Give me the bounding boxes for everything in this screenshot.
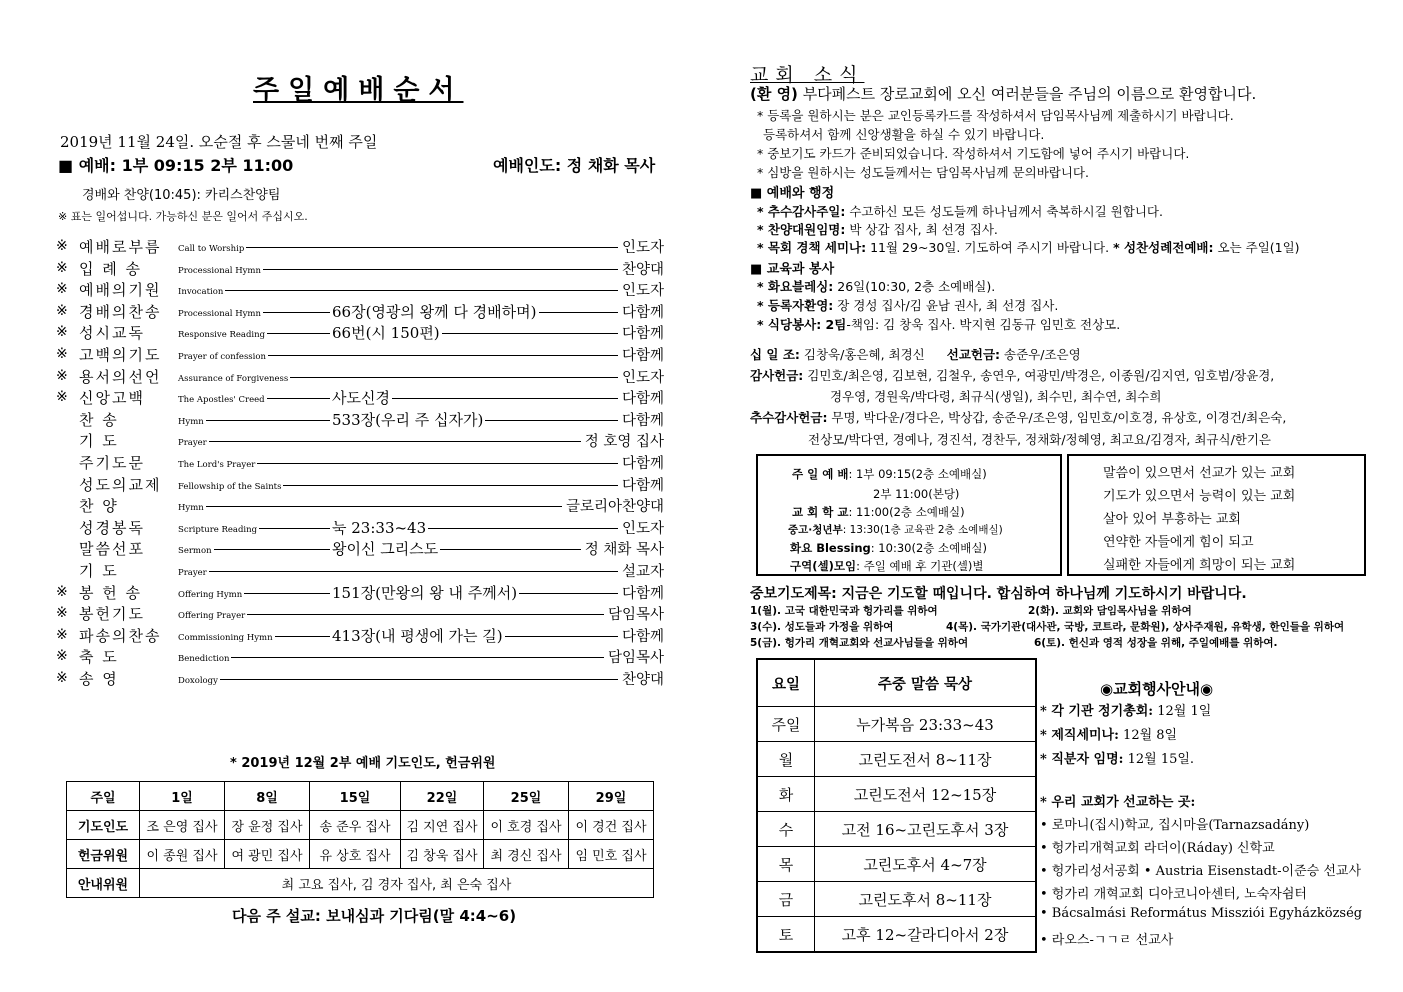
church-motto-box	[1067, 454, 1366, 576]
table-row	[757, 847, 1036, 882]
order-item-name: 송 영	[79, 670, 119, 688]
table-cell: 송 준우 집사	[310, 811, 401, 840]
motto-line: 살아 있어 부흥하는 교회	[1103, 512, 1241, 527]
weekday-cell: 목	[757, 847, 815, 882]
order-item-name: 예배로부름	[79, 238, 162, 256]
order-row	[56, 646, 664, 668]
order-item-name: 찬 송	[79, 410, 119, 429]
table-header: 주일	[67, 782, 140, 811]
schedule-text: : 11:00(2층 소예배실)	[848, 505, 965, 519]
event-item	[1040, 724, 1177, 743]
order-mark: ※	[56, 367, 68, 384]
order-item-name: 예배의기원	[79, 281, 162, 300]
table-header: 29일	[569, 782, 654, 811]
table-cell: 헌금위원	[67, 840, 140, 869]
order-mark: ※	[56, 648, 68, 665]
table-header: 8일	[225, 782, 310, 811]
mission-item: • Bácsalmási Református Missziói Egyházközség	[1040, 906, 1363, 921]
order-item-detail: 왕이신 그리스도	[332, 540, 439, 559]
order-row	[56, 452, 664, 474]
event-item	[1040, 700, 1211, 719]
prayer-point: 4(목). 국가기관(대사관, 국방, 코트라, 문화원), 상사주재원, 유학생, 한인들을 위하여	[946, 621, 1345, 633]
order-item-english: The Apostles' Creed	[178, 395, 265, 406]
list-item	[757, 277, 995, 295]
leader-dots-line	[247, 614, 604, 615]
leader-dots-line	[267, 333, 618, 334]
table-header: 22일	[401, 782, 484, 811]
item-text: 오는 주일(1일)	[1213, 240, 1300, 255]
order-item-person: 다함께	[620, 474, 664, 495]
table-row	[67, 840, 654, 869]
table-row	[757, 812, 1036, 847]
event-label: * 직분자 임명:	[1040, 752, 1124, 767]
mission-item: • 헝가리성서공회 • Austria Eisenstadt-이준승 선교사	[1040, 864, 1361, 879]
scripture-cell: 고린도전서 12~15장	[815, 777, 1037, 812]
leader-dots-line	[257, 463, 618, 464]
church-news-title: 교회 소식	[750, 64, 865, 86]
order-item-english: Doxology	[178, 676, 218, 686]
table-cell: 이 종원 집사	[140, 840, 225, 869]
table-cell: 최 경신 집사	[484, 840, 569, 869]
service-date: 2019년 11월 24일. 오순절 후 스물네 번째 주일	[60, 133, 378, 151]
order-item-person: 글로리아찬양대	[564, 495, 664, 516]
order-row	[56, 582, 664, 604]
order-item-english: Prayer	[178, 438, 207, 449]
schedule-line	[792, 466, 987, 482]
order-item-name: 경배의찬송	[79, 302, 162, 321]
item-label: * 추수감사주일:	[757, 204, 846, 219]
order-item-person: 인도자	[620, 279, 664, 300]
welcome-item: * 중보기도 카드가 준비되었습니다. 작성하셔서 기도함에 넣어 주시기 바랍니다.	[757, 146, 1190, 161]
harvest-offering-label: 추수감사헌금:	[750, 410, 828, 425]
order-row	[56, 495, 664, 517]
bulletin-title: 주일예배순서	[253, 75, 464, 106]
order-item-name: 파송의찬송	[79, 626, 162, 645]
list-item	[757, 238, 1300, 256]
schedule-text: 2부 11:00(본당)	[873, 487, 960, 501]
order-item-english: Offering Hymn	[178, 589, 243, 600]
order-item-name: 봉헌기도	[79, 605, 145, 624]
order-item-english: Invocation	[178, 287, 224, 298]
event-label: * 각 기관 정기총회:	[1040, 704, 1154, 719]
order-item-person: 다함께	[620, 344, 664, 365]
welcome-label: (환 영)	[750, 85, 798, 103]
order-item-detail: 66번(시 150편)	[332, 324, 440, 343]
order-item-english: Processional Hymn	[178, 308, 261, 319]
order-item-person: 다함께	[620, 582, 664, 603]
table-cell: 최 고요 집사, 김 경자 집사, 최 은숙 집사	[140, 869, 654, 898]
thanks-offering-label: 감사헌금:	[750, 368, 804, 383]
list-item	[757, 202, 1163, 220]
schedule-line	[792, 504, 965, 520]
order-item-english: Sermon	[178, 546, 212, 557]
schedule-label: 중고·청년부	[788, 524, 843, 536]
order-mark: ※	[56, 238, 68, 254]
weekday-cell: 토	[757, 917, 815, 953]
order-mark: ※	[56, 389, 68, 406]
mission-offering-text: 송준우/조은영	[1000, 347, 1081, 362]
order-row	[56, 236, 664, 258]
thanks-offering-line	[750, 366, 1274, 384]
prayer-topic-title: 중보기도제목: 지금은 기도할 때입니다. 합심하여 하나님께 기도하시기 바랍니다.	[750, 586, 1247, 602]
item-label: * 등록자환영:	[757, 298, 834, 313]
weekday-cell: 수	[757, 812, 815, 847]
order-item-detail: 사도신경	[332, 389, 390, 408]
order-row	[56, 603, 664, 625]
order-item-name: 찬 양	[79, 497, 119, 516]
order-item-english: Scripture Reading	[178, 524, 258, 535]
order-item-name: 기 도	[79, 432, 119, 451]
order-row	[56, 560, 664, 582]
order-item-detail: 151장(만왕의 왕 내 주께서)	[332, 583, 518, 602]
order-item-english: Hymn	[178, 503, 204, 514]
mission-item: • 라오스-ㄱㄱㄹ 선교사	[1040, 933, 1174, 948]
table-row	[757, 917, 1036, 953]
harvest-offering-line-2: 전상모/박다연, 경예나, 경진석, 경찬두, 정채화/정혜영, 최고요/김경자, 최규식/한기은	[808, 432, 1272, 447]
item-text: 11월 29~30일. 기도하여 주시기 바랍니다.	[866, 240, 1114, 255]
table-header: 25일	[484, 782, 569, 811]
order-item-detail: 413장(내 평생에 가는 길)	[332, 626, 503, 645]
table-row	[67, 869, 654, 898]
order-mark: ※	[56, 605, 68, 622]
event-label: * 제직세미나:	[1040, 728, 1119, 743]
order-item-detail: 눅 23:33~43	[332, 518, 427, 537]
motto-line: 기도가 있으면서 능력이 있는 교회	[1103, 489, 1296, 504]
item-label: * 성찬성례전예배:	[1113, 240, 1214, 255]
order-item-person: 다함께	[620, 301, 664, 322]
order-row	[56, 258, 664, 280]
schedule-label: 교 회 학 교	[792, 505, 849, 519]
leader-dots-line	[209, 571, 618, 572]
order-item-english: Prayer	[178, 568, 207, 578]
order-item-english: Prayer of confession	[178, 352, 266, 362]
welcome-item: * 등록을 원하시는 분은 교인등록카드를 작성하셔서 담임목사님께 제출하시기 바랍니다.	[757, 108, 1234, 123]
scripture-cell: 고후 12~갈라디아서 2장	[815, 917, 1037, 953]
order-mark: ※	[56, 346, 68, 362]
prayer-schedule-title: * 2019년 12월 2부 예배 기도인도, 헌금위원	[230, 756, 496, 771]
order-item-detail: 66장(영광의 왕께 다 경배하며)	[332, 302, 537, 321]
motto-line: 연약한 자들에게 힘이 되고	[1103, 535, 1254, 550]
order-item-person: 담임목사	[606, 603, 664, 624]
prayer-schedule-table	[66, 781, 654, 898]
order-item-person: 인도자	[620, 236, 664, 257]
leader-dots-line	[220, 679, 618, 680]
order-mark: ※	[56, 583, 68, 600]
order-item-person: 정 호영 집사	[583, 430, 664, 451]
leader-dots-line	[259, 528, 618, 529]
prayer-point: 3(수). 성도들과 가정을 위하여	[750, 621, 894, 633]
mission-offering-label: 선교헌금:	[946, 347, 1001, 362]
leader-dots-line	[246, 247, 618, 248]
order-item-name: 축 도	[79, 648, 119, 667]
schedule-line	[790, 540, 987, 556]
order-item-english: Assurance of Forgiveness	[178, 373, 289, 384]
order-item-person: 다함께	[620, 409, 664, 430]
mission-item: • 헝가리 개혁교회 디아코니아센터, 노숙자쉼터	[1040, 887, 1307, 902]
table-row	[757, 882, 1036, 917]
leader-dots-line	[206, 506, 562, 507]
table-row	[757, 742, 1036, 777]
order-row	[56, 322, 664, 344]
order-item-person: 정 채화 목사	[583, 538, 664, 559]
prayer-point: 2(화). 교회와 담임목사님을 위하여	[1028, 605, 1192, 617]
list-item	[757, 296, 1058, 314]
item-label: * 목회 경책 세미나:	[757, 240, 867, 255]
order-item-english: Processional Hymn	[178, 265, 261, 276]
item-label: * 화요블레싱:	[757, 279, 834, 294]
weekday-cell: 화	[757, 777, 815, 812]
mission-fields-title: * 우리 교회가 선교하는 곳:	[1040, 795, 1196, 810]
order-item-english: Hymn	[178, 416, 204, 427]
item-text: 26일(10:30, 2층 소예배실).	[833, 279, 996, 294]
welcome-text: 부다페스트 장로교회에 오신 여러분들을 주님의 이름으로 환영합니다.	[797, 85, 1257, 103]
list-item	[757, 315, 1120, 333]
scripture-cell: 누가복음 23:33~43	[815, 707, 1037, 742]
table-header-row	[757, 659, 1036, 707]
order-item-english: Offering Prayer	[178, 611, 246, 622]
order-row	[56, 409, 664, 431]
order-row	[56, 387, 664, 409]
thanks-offering-line-2: 경우영, 경원욱/박다령, 최규식(생일), 최수민, 최수연, 최수희	[830, 389, 1162, 404]
scripture-cell: 고전 16~고린도후서 3장	[815, 812, 1037, 847]
tithe-label: 십 일 조:	[750, 347, 800, 362]
schedule-text: : 10:30(2층 소예배실)	[870, 541, 987, 555]
offering-tithe-line	[750, 345, 1081, 363]
schedule-label: 구역(셀)모임	[790, 559, 857, 573]
scripture-cell: 고린도전서 8~11장	[815, 742, 1037, 777]
order-item-person: 다함께	[620, 387, 664, 408]
table-header: 1일	[140, 782, 225, 811]
schedule-text: : 1부 09:15(2층 소예배실)	[848, 467, 987, 481]
order-item-person: 인도자	[620, 517, 664, 538]
order-row	[56, 366, 664, 388]
leader-dots-line	[209, 441, 581, 442]
table-cell: 김 창욱 집사	[401, 840, 484, 869]
order-item-name: 신앙고백	[79, 389, 145, 408]
table-header: 15일	[310, 782, 401, 811]
item-text: 박 상갑 집사, 최 선경 집사.	[845, 222, 998, 237]
section-worship-admin: ■ 예배와 행정	[750, 186, 835, 201]
meditation-rows	[757, 707, 1036, 953]
schedule-line	[790, 558, 984, 574]
order-item-person: 찬양대	[620, 258, 664, 279]
welcome-item: 등록하셔서 함께 신앙생활을 하실 수 있기 바랍니다.	[763, 127, 1045, 142]
event-text: 12월 8일	[1118, 728, 1178, 743]
order-item-detail: 533장(우리 주 십자가)	[332, 410, 484, 429]
leader-dots-line	[231, 657, 604, 658]
table-cell: 이 경건 집사	[569, 811, 654, 840]
standing-note: ※ 표는 일어섭니다. 가능하신 분은 일어서 주십시오.	[58, 210, 308, 223]
order-item-name: 기 도	[79, 562, 119, 580]
table-cell: 이 호경 집사	[484, 811, 569, 840]
church-events-title: ◉교회행사안내◉	[1100, 680, 1214, 698]
order-item-name: 봉 헌 송	[79, 583, 143, 602]
order-item-english: Responsive Reading	[178, 330, 266, 341]
leader-dots-line	[267, 398, 618, 399]
order-item-person: 찬양대	[620, 668, 664, 689]
order-item-person: 다함께	[620, 625, 664, 646]
event-text: 12월 15일.	[1123, 752, 1195, 767]
mission-item: • 로마니(집시)학교, 집시마을(Tarnazsadány)	[1040, 818, 1310, 833]
prayer-point: 1(월). 고국 대한민국과 헝가리를 위하여	[750, 605, 938, 617]
order-item-person: 설교자	[620, 560, 664, 581]
prayer-point: 6(토). 헌신과 영적 성장을 위해, 주일예배를 위하여.	[1034, 637, 1278, 649]
leader-dots-line	[283, 485, 618, 486]
item-text: 장 경성 집사/김 윤남 권사, 최 선경 집사.	[833, 298, 1059, 313]
order-mark: ※	[56, 281, 68, 298]
order-item-person: 담임목사	[606, 646, 664, 667]
item-label: * 찬양대원임명:	[757, 222, 846, 237]
motto-line: 말씀이 있으면서 선교가 있는 교회	[1103, 466, 1296, 481]
order-item-name: 주기도문	[79, 454, 145, 472]
item-text: -책임: 김 창욱 집사. 박지현 김동규 임민호 전상모.	[846, 317, 1121, 332]
order-mark: ※	[56, 670, 68, 686]
order-mark: ※	[56, 626, 68, 643]
order-item-person: 인도자	[620, 366, 664, 387]
leader-dots-line	[268, 355, 618, 356]
order-item-english: Fellowship of the Saints	[178, 481, 282, 492]
order-mark: ※	[56, 324, 68, 341]
schedule-label: 화요 Blessing	[790, 541, 871, 555]
weekly-meditation-table	[756, 658, 1037, 953]
table-header: 주중 말씀 묵상	[815, 659, 1037, 707]
section-education-service: ■ 교육과 봉사	[750, 262, 835, 277]
thanks-offering-text: 김민호/최은영, 김보현, 김철우, 송연우, 여광민/박경은, 이종원/김지연, 임호범/장윤경,	[803, 368, 1275, 383]
order-item-name: 말씀선포	[79, 540, 145, 559]
motto-line: 실패한 자들에게 희망이 되는 교회	[1103, 558, 1296, 573]
table-cell: 기도인도	[67, 811, 140, 840]
order-row	[56, 344, 664, 366]
leader-dots-line	[290, 377, 618, 378]
service-schedule-box	[756, 454, 1062, 576]
welcome-item: * 심방을 원하시는 성도들께서는 담임목사님께 문의바랍니다.	[757, 165, 1089, 180]
harvest-offering-text: 무명, 박다운/경다은, 박상갑, 송준우/조은영, 임민호/이호경, 유상호, 이경건/최은숙,	[827, 410, 1287, 425]
table-cell: 장 윤정 집사	[225, 811, 310, 840]
weekday-cell: 금	[757, 882, 815, 917]
table-cell: 조 은영 집사	[140, 811, 225, 840]
event-text: 12월 1일	[1153, 704, 1212, 719]
order-item-person: 다함께	[620, 452, 664, 473]
mission-item: • 헝가리개혁교회 라더이(Ráday) 신학교	[1040, 841, 1275, 856]
order-row	[56, 517, 664, 539]
weekday-cell: 월	[757, 742, 815, 777]
prayer-point: 5(금). 헝가리 개혁교회와 선교사님들을 위하여	[750, 637, 969, 649]
order-row	[56, 430, 664, 452]
order-row	[56, 668, 664, 690]
order-item-name: 용서의선언	[79, 367, 162, 386]
schedule-line	[873, 486, 959, 502]
table-header: 요일	[757, 659, 815, 707]
table-cell: 여 광민 집사	[225, 840, 310, 869]
table-cell: 안내위원	[67, 869, 140, 898]
order-item-english: Commissioning Hymn	[178, 632, 273, 643]
leader-dots-line	[225, 290, 618, 291]
schedule-label: 주 일 예 배	[792, 467, 849, 481]
order-row	[56, 538, 664, 560]
table-cell: 임 민호 집사	[569, 840, 654, 869]
table-cell: 유 상호 집사	[310, 840, 401, 869]
welcome-line	[750, 83, 1256, 104]
order-item-name: 고백의기도	[79, 346, 162, 364]
order-row	[56, 625, 664, 647]
schedule-line	[788, 522, 1003, 537]
harvest-offering-line	[750, 408, 1286, 426]
order-row	[56, 474, 664, 496]
next-sermon: 다음 주 설교: 보내심과 기다림(말 4:4~6)	[232, 907, 517, 925]
order-item-name: 성도의교제	[79, 475, 162, 494]
scripture-cell: 고린도후서 4~7장	[815, 847, 1037, 882]
order-row	[56, 301, 664, 323]
order-item-english: Benediction	[178, 654, 230, 665]
order-mark: ※	[56, 259, 68, 276]
order-item-person: 다함께	[620, 322, 664, 343]
leader-dots-line	[263, 269, 618, 270]
tithe-text: 김창욱/홍은혜, 최경신	[799, 347, 925, 362]
table-row	[757, 707, 1036, 742]
table-header-row	[67, 782, 654, 811]
order-item-name: 성경봉독	[79, 518, 145, 537]
weekday-cell: 주일	[757, 707, 815, 742]
order-row	[56, 279, 664, 301]
event-item	[1040, 748, 1194, 767]
order-item-english: The Lord's Prayer	[178, 460, 256, 470]
order-item-name: 입 례 송	[79, 259, 143, 278]
schedule-text: : 13:30(1층 교육관 2층 소예배실)	[842, 524, 1003, 536]
order-mark: ※	[56, 302, 68, 319]
order-item-english: Call to Worship	[178, 244, 245, 254]
table-row	[67, 811, 654, 840]
table-row	[757, 777, 1036, 812]
praise-team-line: 경배와 찬양(10:45): 카리스찬양팀	[82, 188, 281, 203]
item-text: 수고하신 모든 성도들께 하나님께서 축복하시길 원합니다.	[845, 204, 1163, 219]
order-item-name: 성시교독	[79, 324, 145, 343]
schedule-text: : 주일 예배 후 기관(셀)별	[856, 559, 984, 573]
worship-leader: 예배인도: 정 채화 목사	[493, 156, 656, 175]
scripture-cell: 고린도후서 8~11장	[815, 882, 1037, 917]
item-label: * 식당봉사: 2팀	[757, 317, 847, 332]
list-item	[757, 220, 998, 238]
service-times: ■ 예배: 1부 09:15 2부 11:00	[58, 156, 294, 175]
table-cell: 김 지연 집사	[401, 811, 484, 840]
